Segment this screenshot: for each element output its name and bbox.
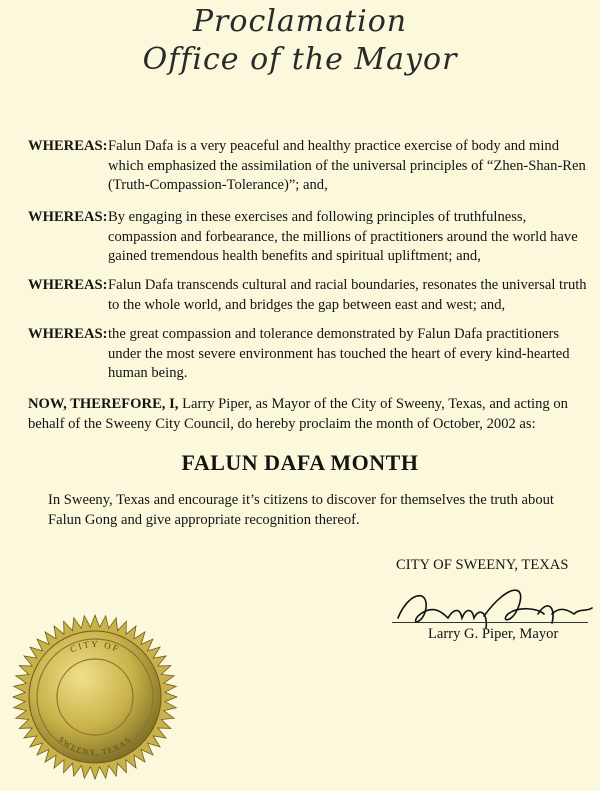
city-seal — [10, 612, 180, 782]
whereas-clause — [28, 208, 594, 267]
clause-text: Falun Dafa is a very peaceful and healthy practice exercise of body and mind which emphasized the assimilation of the universal principles of “Zhen-Shan-Ren (Truth-Compassion-Tolerance)”; and, — [108, 138, 586, 193]
document-subtitle: Office of the Mayor — [142, 42, 458, 77]
whereas-clause — [28, 276, 594, 315]
clause-text: Falun Dafa transcends cultural and racial boundaries, resonates the universal truth to the whole world, and bridges the gap between east and west; and, — [108, 277, 587, 313]
encouragement-text: In Sweeny, Texas and encourage it’s citizens to discover for themselves the truth about Falun Gong and give appropriate recognition thereof. — [48, 492, 554, 528]
clause-text: By engaging in these exercises and following principles of truthfulness, compassion and forbearance, the millions of practitioners around the world have gained tremendous health benefits and spiritual upliftment; and, — [108, 209, 578, 264]
clause-text: the great compassion and tolerance demonstrated by Falun Dafa practitioners under the most severe environment has touched the heart of every kind-hearted human being. — [108, 326, 570, 381]
mayor-name-title: Larry G. Piper, Mayor — [428, 626, 559, 642]
clause-keyword: WHEREAS: — [28, 209, 108, 225]
clause-keyword: WHEREAS: — [28, 138, 108, 154]
proclaimed-title: FALUN DAFA MONTH — [181, 450, 419, 475]
therefore-clause — [28, 395, 594, 434]
whereas-clause — [28, 137, 594, 196]
clause-keyword: WHEREAS: — [28, 326, 108, 342]
therefore-keyword: NOW, THEREFORE, I, — [28, 396, 179, 412]
city-name: CITY OF SWEENY, TEXAS — [396, 557, 569, 573]
document-title: Proclamation — [192, 4, 408, 39]
clause-keyword: WHEREAS: — [28, 277, 108, 293]
therefore-text: Larry Piper, as Mayor of the City of Sweeny, Texas, and acting on behalf of the Sweeny City Council, do hereby proclaim the month of October, 2002 as: — [28, 396, 568, 432]
signature-line — [392, 622, 588, 623]
whereas-clause — [28, 325, 594, 384]
seal-bottom-text: SWEENY, TEXAS — [56, 734, 134, 758]
seal-top-text: CITY OF — [68, 638, 122, 655]
